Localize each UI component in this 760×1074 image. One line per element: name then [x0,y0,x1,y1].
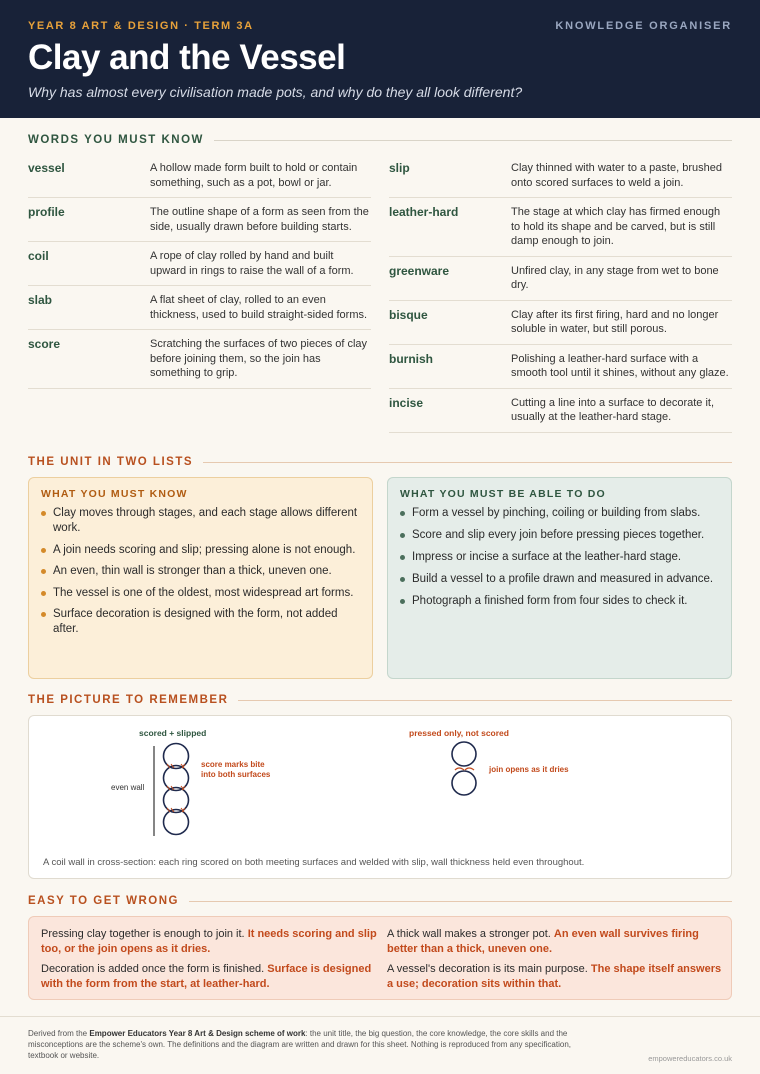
glossary-definition: A rope of clay rolled by hand and built upward in rings to raise the wall of a form. [150,250,354,277]
must-do-item: Form a vessel by pinching, coiling or building from slabs. [400,506,719,521]
glossary-row [28,198,371,242]
section-rule [214,140,732,141]
glossary-term: coil [28,249,49,263]
misconception-item [41,927,377,956]
correction-text: An even wall survives firing better than a thick, uneven one. [387,928,699,955]
must-do-item: Score and slip every join before pressing pieces together. [400,528,719,543]
misconception-item [387,962,723,991]
diagram-caption: A coil wall in cross-section: each ring scored on both meeting surfaces and welded with slip, wall thickness held even throughout. [43,857,585,868]
section-title: THE UNIT IN TWO LISTS [28,456,194,468]
glossary-term: leather-hard [389,205,459,219]
must-know-list [41,506,360,637]
misconception-item [387,927,723,956]
must-know-item: Surface decoration is designed with the form, not added after. [41,607,360,637]
page-header [0,0,760,118]
unscored-coil-ring [452,771,476,795]
glossary-definition: Clay after its first firing, hard and no longer soluble in water, but still porous. [511,308,719,335]
misconceptions-grid [41,927,722,991]
must-know-box [28,477,373,679]
big-question: Why has almost every civilisation made pots, and why do they all look different? [28,84,523,100]
glossary-definition: Polishing a leather-hard surface with a smooth tool until it shines, without any glaze. [511,352,729,379]
unscored-coil-ring [452,742,476,766]
correction-text: Surface is designed with the form from the start, at leather-hard. [41,963,372,990]
label-join-opens: join opens as it dries [489,765,569,774]
must-know-item: Clay moves through stages, and each stage allows different work. [41,506,360,536]
misconception-text: Decoration is added once the form is finished. [41,963,265,975]
glossary-column-left [28,154,371,433]
glossary-definition: Clay thinned with water to a paste, brushed onto scored surfaces to weld a join. [511,162,722,189]
glossary-term: bisque [389,307,428,322]
misconception-text: A thick wall makes a stronger pot. [387,928,551,940]
must-know-item: An even, thin wall is stronger than a thick, uneven one. [41,564,360,579]
footer-divider [0,1016,760,1017]
glossary-definition: The stage at which clay has firmed enough to hold its shape and be carved, but is still damp enough to join. [511,206,721,247]
misconceptions-box [28,916,732,1000]
correction-text: It needs scoring and slip too, or the join opens as it dries. [41,928,377,955]
glossary-row [389,257,732,301]
glossary-row [28,330,371,389]
glossary-term: score [28,337,61,351]
page-title: Clay and the Vessel [28,38,346,77]
glossary-definition: Scratching the surfaces of two pieces of clay before joining them, so the join has something to grip. [150,338,368,379]
glossary-row [28,154,371,198]
misconception-text: Pressing clay together is enough to join it. [41,928,245,940]
glossary-row [389,389,732,433]
glossary-definition: A hollow made form built to hold or contain something, such as a pot, bowl or jar. [150,162,358,189]
section-heading-misconceptions [28,895,732,907]
glossary-row [28,242,371,286]
must-do-list [400,506,719,609]
glossary-term: slip [389,161,410,175]
section-heading-unit [28,456,732,468]
label-even-wall: even wall [111,783,145,792]
must-do-item: Impress or incise a surface at the leather-hard stage. [400,550,719,565]
must-know-item: A join needs scoring and slip; pressing alone is not enough. [41,543,360,558]
source-note-post: : the unit title, the big question, the core knowledge, the core skills and the misconceptions are the scheme's own. The definitions and the diagram are written and drawn for this sheet. Nothing is reproduced from any specification, textbook or website. [28,1029,571,1060]
section-heading-words [28,134,732,146]
glossary-definition: Unfired clay, in any stage from wet to bone dry. [511,264,719,291]
box-title: WHAT YOU MUST BE ABLE TO DO [400,488,606,500]
document-type-tag: KNOWLEDGE ORGANISER [555,20,732,32]
must-do-item: Build a vessel to a profile drawn and measured in advance. [400,572,719,587]
glossary-term: burnish [389,351,433,366]
box-title: WHAT YOU MUST KNOW [41,488,188,500]
site-url: empowereducators.co.uk [648,1054,732,1063]
glossary-term: greenware [389,263,450,278]
label-pressed-only: pressed only, not scored [409,728,509,738]
glossary-row [389,154,732,198]
glossary-term: incise [389,395,424,410]
open-join-crack [455,768,474,770]
section-rule [203,462,732,463]
glossary-column-right [389,154,732,433]
misconception-text: A vessel's decoration is its main purpose. [387,963,588,975]
glossary-term: vessel [28,161,65,175]
glossary-definition: The outline shape of a form as seen from the side, usually drawn before building starts. [150,206,369,233]
glossary-row [389,301,732,345]
section-heading-picture [28,694,732,706]
section-title: THE PICTURE TO REMEMBER [28,694,229,706]
section-title: WORDS YOU MUST KNOW [28,134,204,146]
section-title: EASY TO GET WRONG [28,895,179,907]
glossary-term: profile [28,205,65,219]
subject-kicker: YEAR 8 ART & DESIGN · TERM 3A [28,20,254,32]
must-know-item: The vessel is one of the oldest, most widespread art forms. [41,586,360,601]
glossary-row [28,286,371,330]
label-scored-slipped: scored + slipped [139,728,207,738]
misconception-item [41,962,377,991]
glossary-definition: A flat sheet of clay, rolled to an even thickness, used to build straight-sided forms. [150,294,368,321]
glossary-definition: Cutting a line into a surface to decorate it, usually at the leather-hard stage. [511,396,715,423]
glossary-row [389,345,732,389]
label-score-marks-1: score marks bite [201,760,265,769]
glossary-row [389,198,732,257]
coil-diagram-svg [29,716,733,880]
section-rule [238,700,732,701]
must-do-item: Photograph a finished form from four sides to check it. [400,594,719,609]
coil-diagram [28,715,732,879]
correction-text: The shape itself answers a use; decoration sits within that. [387,963,722,990]
source-name: Empower Educators Year 8 Art & Design scheme of work [89,1029,306,1038]
source-note-pre: Derived from the [28,1029,90,1038]
label-score-marks-2: into both surfaces [201,770,271,779]
glossary-term: slab [28,293,53,307]
section-rule [189,901,732,902]
source-note [28,1028,588,1061]
must-do-box [387,477,732,679]
glossary [28,154,732,433]
